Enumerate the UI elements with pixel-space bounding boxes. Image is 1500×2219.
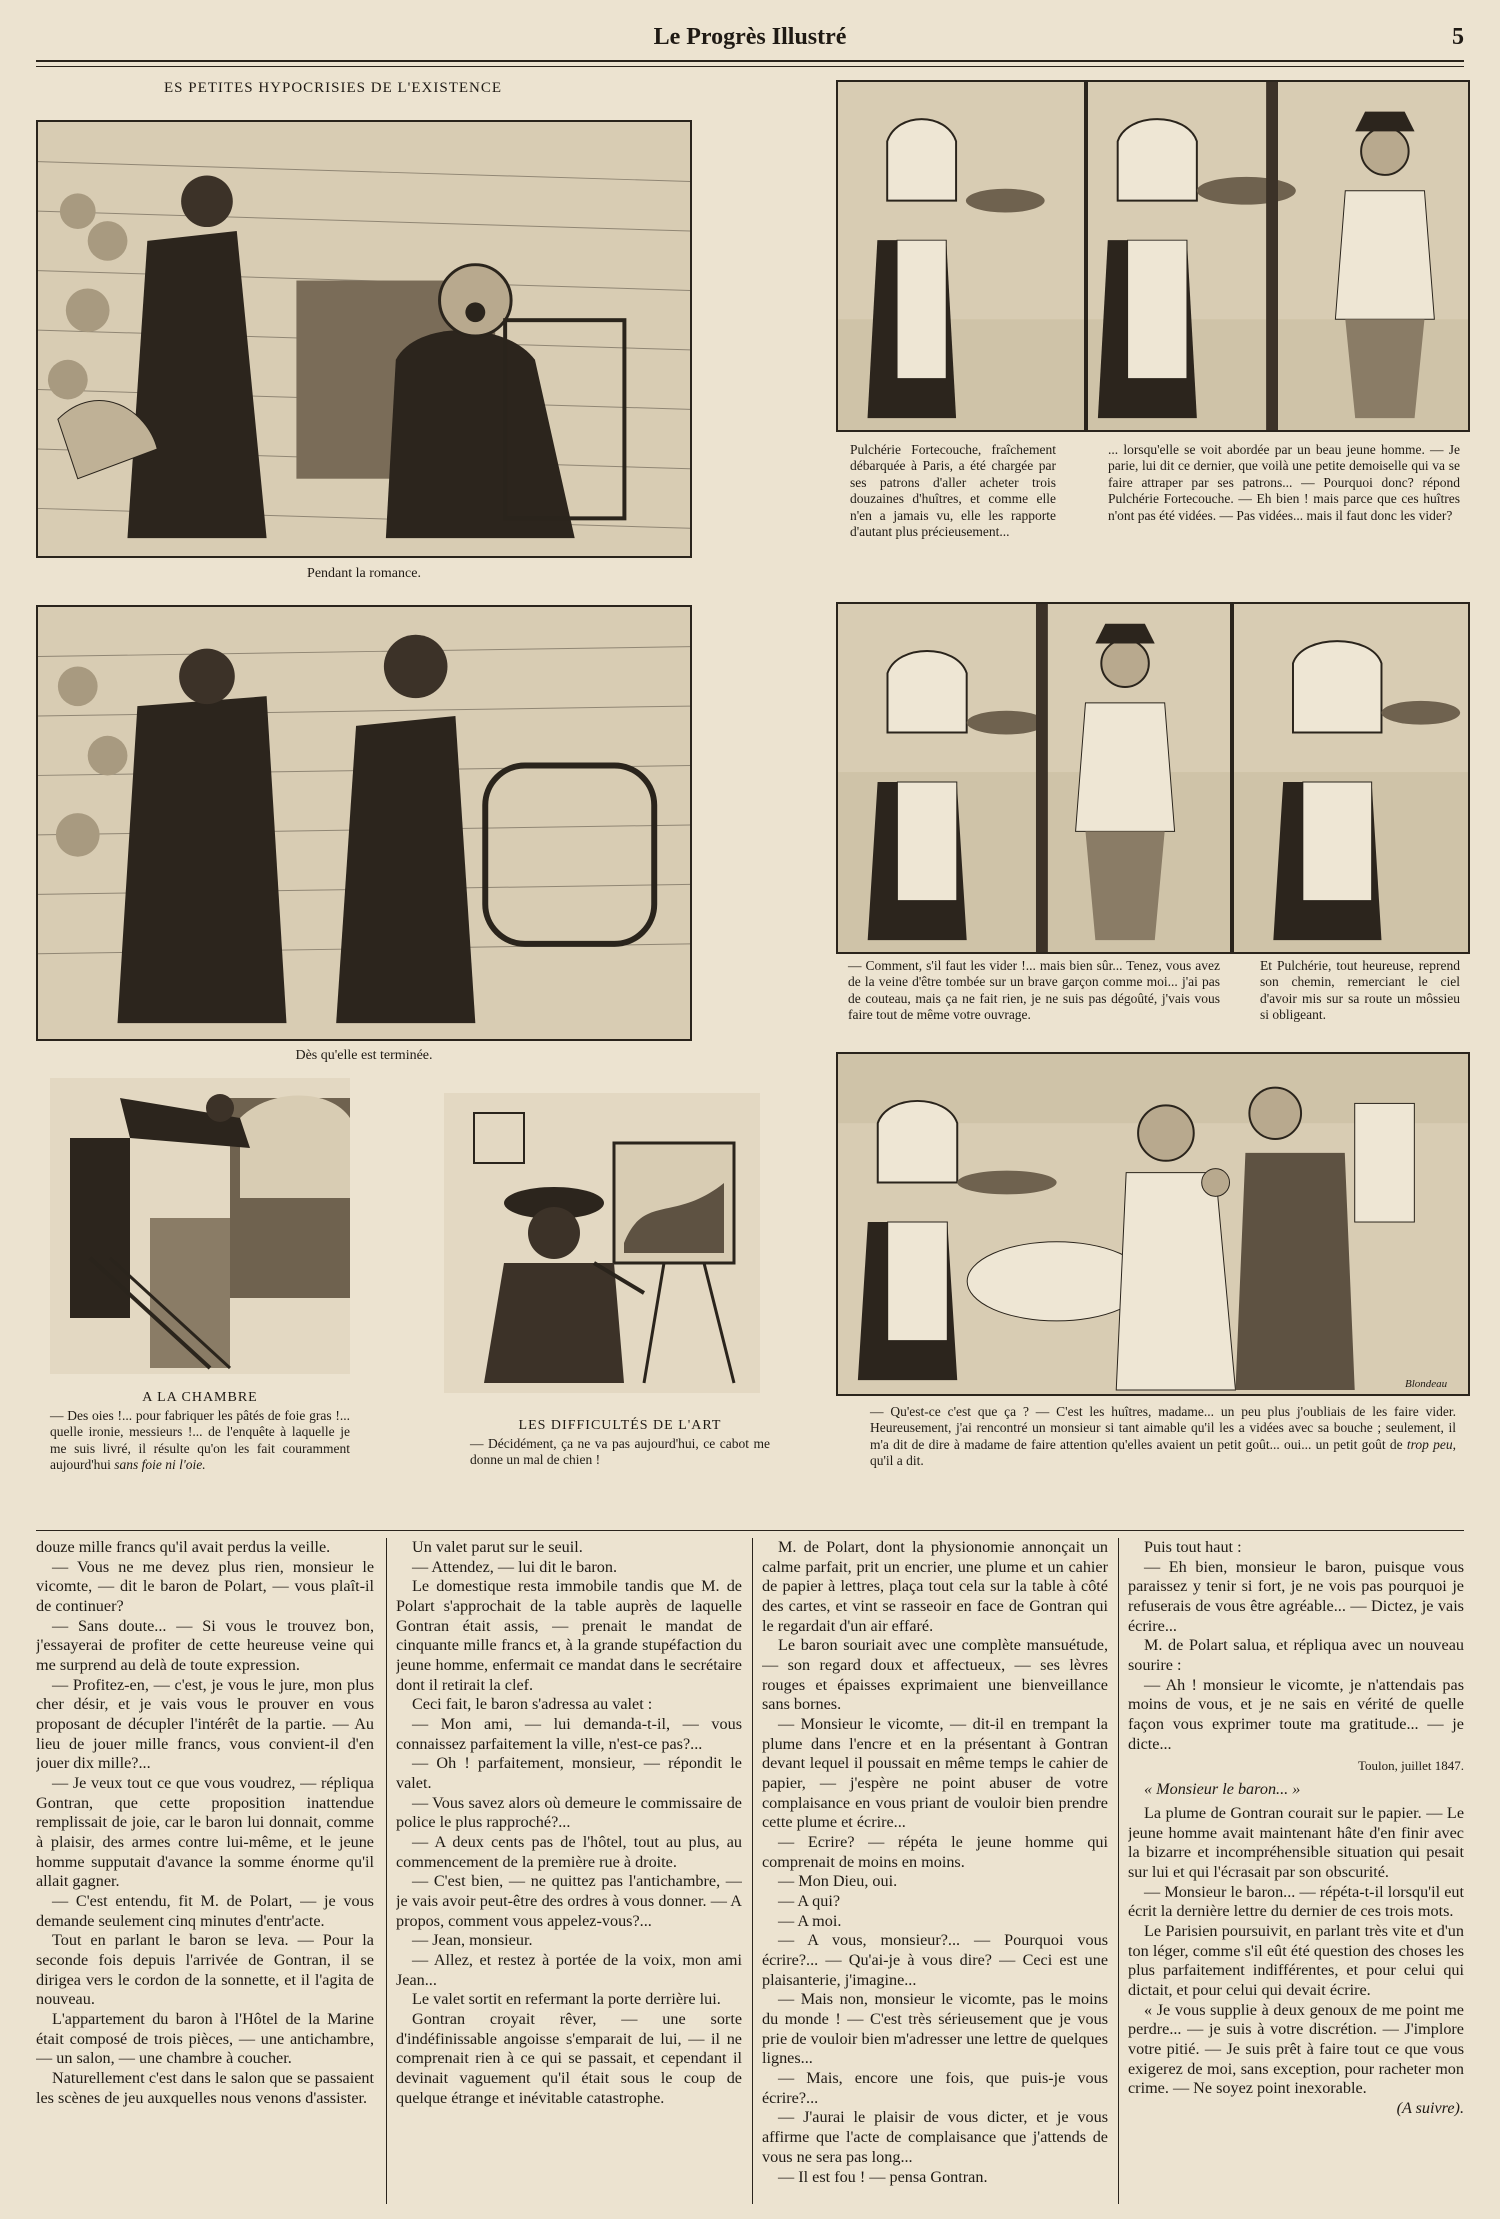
caption-terminee: Dès qu'elle est terminée. [295,1048,433,1063]
story-paragraph: — Mon ami, — lui demanda-t-il, — vous connaissez parfaitement la ville, n'est-ce pas?... [396,1715,742,1753]
story-paragraph: — Sans doute... — Si vous le trouvez bon, j'essayerai de profiter de cette heureuse veine qui me surprend au delà de toute expression. [36,1616,374,1675]
art-title: LES DIFFICULTÉS DE L'ART [518,1418,722,1433]
story-paragraph: douze mille francs qu'il avait perdus la veille. [36,1538,331,1556]
story-paragraph: Le baron souriait avec une complète mansuétude, — son regard doux et affectueux, — ses lèvres rouges et épaisses exprimaient une bienveillance sans bornes. [762,1636,1108,1714]
pulcherie-caption-3: — Comment, s'il faut les vider !... mais bien sûr... Tenez, vous avez de la veine d'être tombée sur un brave garçon comme moi... j'ai pas de couteau, mais ça ne fait rien, je ne suis pas dégoûté, j'vais vous faire tout de même votre ouvrage. [848,958,1220,1023]
pulcherie-panel-2 [1086,80,1470,432]
story-paragraph: Tout en parlant le baron se leva. — Pour la seconde fois depuis l'arrivée de Gontran, il se dirigea vers le cordon de la sonnette, et il l'agita de nouveau. [36,1931,374,2009]
story-paragraph: M. de Polart, dont la physionomie annonçait un calme parfait, prit un encrier, une plume et un cahier de papier à lettres, plaça tout cela sur la table à côté des cartes, et vint se rasseoir en face de Gontran qui le regardait d'un air effaré. [762,1538,1108,1635]
pulcherie-caption-4: Et Pulchérie, tout heureuse, reprend son chemin, remerciant le ciel d'avoir mis sur sa route un môssieu si obligeant. [1260,958,1460,1023]
story-rule [36,1530,1464,1531]
column-divider [386,1538,387,2204]
story-paragraph: Gontran croyait rêver, — une sorte d'indéfinissable angoisse s'emparait de lui, — il ne comprenait rien à ce qui se passait, et cependant il devinait vaguement qu'il était sous le coup de quelque étrange et inévitable catastrophe. [396,2010,742,2107]
story-paragraph: — C'est bien, — ne quittez pas l'antichambre, — je vais avoir peut-être des ordres à vous donner. — A propos, comment vous appelez-vous?... [396,1872,742,1930]
story-paragraph: — A moi. [778,1911,842,1930]
story-paragraph: — Monsieur le baron... — répéta-t-il lorsqu'il eut écrit la dernière lettre du dernier de ces trois mots. [1128,1882,1464,1921]
story-column-4 [1128,1538,1464,2204]
story-paragraph: — Vous savez alors où demeure le commissaire de police le plus rapproché?... [396,1793,742,1832]
story-paragraph: — Profitez-en, — c'est, je vous le jure, mon plus cher désir, et je vais vous le prouver en vous proposant de décupler l'intérêt de la partie. — Au lieu de jouer mille francs, vous convient-il d'en jouer dix mille?... [36,1675,374,1773]
story-paragraph: — A qui? [778,1892,841,1911]
story-column-2 [396,1538,742,2204]
story-column-3 [762,1538,1108,2204]
story-paragraph: — Eh bien, monsieur le baron, puisque vous paraissez y tenir si fort, je ne vois pas pourquoi je refuserais de vous être agréable... — Dictez, je vais écrire... [1128,1557,1464,1635]
illustration-terminee [36,605,692,1041]
story-paragraph: — Oh ! parfaitement, monsieur, — répondit le valet. [396,1754,742,1793]
story-paragraph: — Vous ne me devez plus rien, monsieur le vicomte, — dit le baron de Polart, — vous plaît-il de continuer? [36,1557,374,1616]
page-number: 5 [1452,24,1464,50]
story-paragraph: Ceci fait, le baron s'adressa au valet : [412,1695,653,1714]
story-paragraph: Le domestique resta immobile tandis que M. de Polart s'approchait de la table auprès de laquelle Gontran était assis, — prenait le mandat de cinquante mille francs et, à la grande stupéfaction du jeune homme, enfermait ce mandat dans le secrétaire dont il retirait la clef. [396,1577,742,1694]
story-paragraph: — C'est entendu, fit M. de Polart, — je vous demande seulement cinq minutes d'entr'acte. [36,1892,374,1930]
chambre-text: — Des oies !... pour fabriquer les pâtés de foie gras !... quelle ironie, messieurs !... de l'enquête à laquelle je me suis livré, il résulte qu'on les fait couramment aujourd'hui sans foie ni l'oie. [50,1408,350,1473]
letter-salutation: « Monsieur le baron... » [1144,1780,1301,1799]
header-rule [36,60,1464,62]
story-paragraph: « Je vous supplie à deux genoux de me point me perdre... — je suis à votre discrétion. — J'implore votre pitié. — Je suis prêt à faire tout ce que vous exigerez de moi, sans exception, pour racheter mon crime. — Ne soyez point inexorable. [1128,2000,1464,2098]
story-paragraph: — Allez, et restez à portée de la voix, mon ami Jean... [396,1951,742,1989]
story-paragraph: — Jean, monsieur. [412,1931,533,1950]
pulcherie-caption-1: Pulchérie Fortecouche, fraîchement débarquée à Paris, a été chargée par ses patrons d'aller acheter trois douzaines d'huîtres, et comme elle n'en a jamais vu, elle les rapporte d'autant plus précieusement... [850,442,1056,540]
story-paragraph: L'appartement du baron à l'Hôtel de la Marine était composé de trois pièces, — une antichambre, — un salon, — une chambre à coucher. [36,2010,374,2068]
story-paragraph: — Monsieur le vicomte, — dit-il en trempant la plume dans l'encre et en la présentant à Gontran devant lequel il poussait en même temps le cahier de papier, — j'espère ne point abuser de votre complaisance en vous priant de vouloir bien prendre cette plume et écrire... [762,1715,1108,1832]
story-paragraph: Un valet parut sur le seuil. [412,1538,583,1556]
chambre-text-italic: sans foie ni l'oie. [114,1457,206,1473]
column-divider [1118,1538,1119,2204]
story-paragraph: Naturellement c'est dans le salon que se passaient les scènes de jeu auxquelles nous venons d'assister. [36,2069,374,2107]
pulcherie-caption-2: ... lorsqu'elle se voit abordée par un beau jeune homme. — Je parie, lui dit ce dernier, que voilà une petite demoiselle qui va se faire attraper par ses patrons... — Pourquoi donc? répond Pulchérie Fortecouche. — Eh bien ! mais parce que ces huîtres n'ont pas été vidées. — Pas vidées... mais il faut donc les vider? [1108,442,1460,523]
art-text: — Décidément, ça ne va pas aujourd'hui, ce cabot me donne un mal de chien ! [470,1436,770,1468]
story-paragraph: M. de Polart salua, et répliqua avec un nouveau sourire : [1128,1636,1464,1675]
story-paragraph: — Mais, encore une fois, que puis-je vous écrire?... [762,2069,1108,2107]
chambre-title: A LA CHAMBRE [142,1390,258,1405]
pulcherie-panel-4 [1232,602,1470,954]
illustration-chambre [50,1078,350,1374]
artist-signature: Blondeau [1405,1378,1448,1390]
story-paragraph: — Ecrire? — répéta le jeune homme qui comprenait de moins en moins. [762,1833,1108,1871]
pulcherie-caption-5: — Qu'est-ce c'est que ça ? — C'est les huîtres, madame... un peu plus j'oubliais de les faire vider. Heureusement, j'ai rencontré un monsieur si tant aimable qu'il les a vidées avec sa bouche ; seulement, il m'a dit de dire à madame de faire attention qu'elles avaient un petit goût... oui... un petit goût de trop peu, qu'il a dit. [870,1404,1456,1469]
story-paragraph: — Mon Dieu, oui. [778,1872,898,1891]
pulcherie-panel-5 [836,1052,1470,1396]
caption-romance: Pendant la romance. [307,566,421,581]
story-paragraph: — A deux cents pas de l'hôtel, tout au plus, au commencement de la première rue à droite. [396,1833,742,1871]
story-paragraph: — A vous, monsieur?... — Pourquoi vous écrire?... — Qu'ai-je à vous dire? — Ceci est une plaisanterie, j'imagine... [762,1931,1108,1989]
illustration-romance [36,120,692,558]
pulcherie-panel-1 [836,80,1086,432]
illustration-art [444,1093,760,1393]
story-paragraph: Le valet sortit en refermant la porte derrière lui. [412,1990,721,2009]
pulcherie-caption-5-italic: trop peu [1406,1436,1453,1452]
story-paragraph: La plume de Gontran courait sur le papier. — Le jeune homme avait maintenant hâte d'en finir avec la bizarre et incompréhensible situation qui pesait sur lui et qui l'écrasait par son obscurité. [1128,1803,1464,1881]
series-title: ES PETITES HYPOCRISIES DE L'EXISTENCE [164,80,503,96]
header-rule-thin [36,66,1464,67]
column-divider [752,1538,753,2204]
story-paragraph: — Je veux tout ce que vous voudrez, — répliqua Gontran, que cette proposition inattendue remplissait de joie, car le baron lui donnait, comme à plaisir, des armes contre lui-même, et le jeune homme supputait d'avance la somme énorme qu'il allait gagner. [36,1774,374,1891]
story-paragraph: — Ah ! monsieur le vicomte, je n'attendais pas moins de vous, et je ne sais en vérité de quelle façon vous exprimer toute ma gratitude... — je dicte... [1128,1675,1464,1753]
story-paragraph: — Il est fou ! — pensa Gontran. [778,2167,988,2186]
newspaper-title: Le Progrès Illustré [653,24,847,50]
story-paragraph: — J'aurai le plaisir de vous dicter, et je vous affirme que l'acte de complaisance que j'attends de vous ne sera pas long... [762,2108,1108,2166]
story-paragraph: — Mais non, monsieur le vicomte, pas le moins du monde ! — C'est très sérieusement que je vous prie de vouloir bien m'adresser une lettre de quelques lignes... [762,1990,1108,2068]
story-column-1 [36,1538,374,2204]
story-paragraph: — Attendez, — lui dit le baron. [412,1557,617,1576]
art-block [470,1418,770,1469]
story-paragraph: Le Parisien poursuivit, en parlant très vite et d'un ton léger, comme s'il eût été question des choses les plus parfaitement indifférentes, et pour celui qui dictait, et pour celui qui devait écrire. [1128,1921,1464,1999]
letter-date: Toulon, juillet 1847. [1358,1758,1464,1774]
to-be-continued: (A suivre). [1396,2098,1464,2117]
story-paragraph: Puis tout haut : [1144,1538,1242,1556]
chambre-block [50,1390,350,1474]
pulcherie-panel-3 [836,602,1232,954]
